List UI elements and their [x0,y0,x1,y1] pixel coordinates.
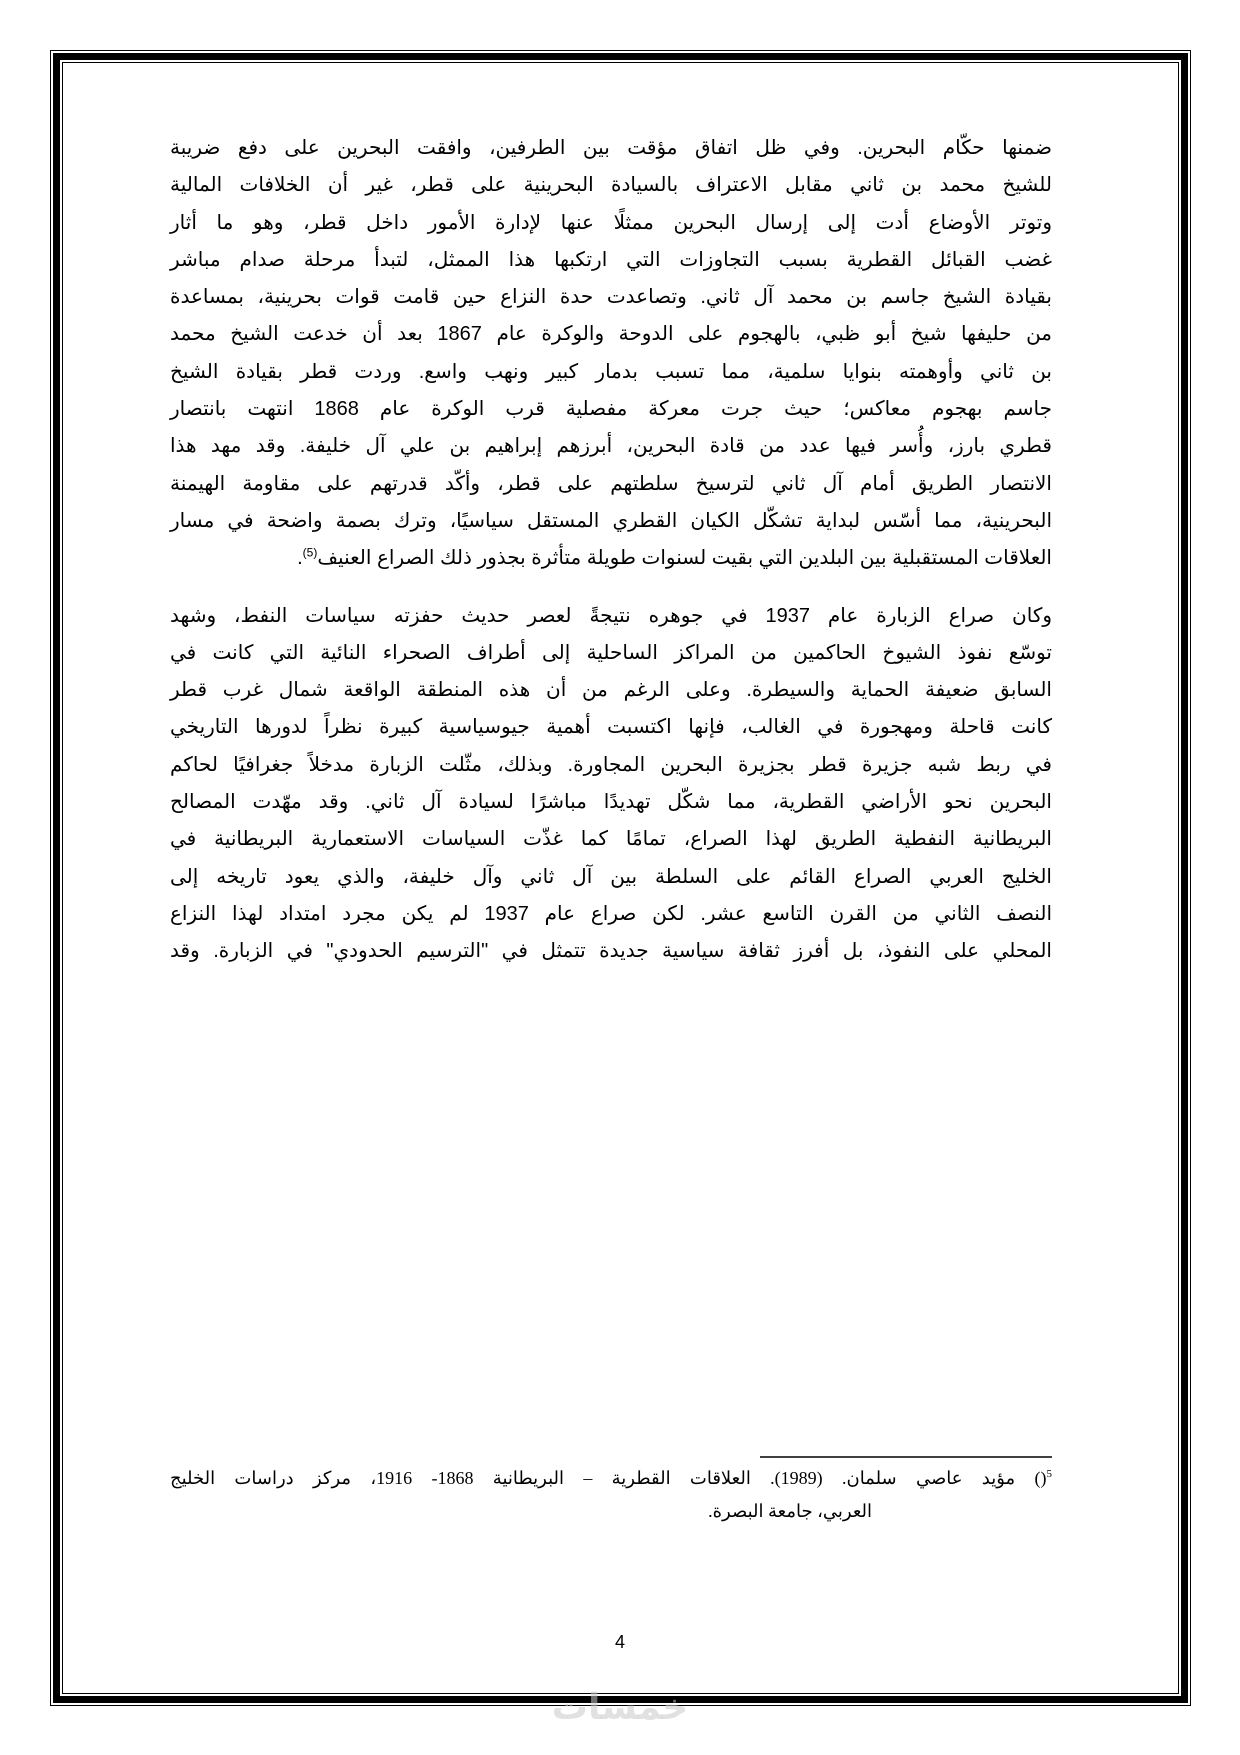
text-line: للشيخ محمد بن ثاني مقابل الاعتراف بالسيادة البحرينية على قطر، غير أن الخلافات المالية [170,174,1052,197]
text-line: وتوتر الأوضاع أدت إلى إرسال البحرين ممثلًا عنها لإدارة الأمور داخل قطر، وهو ما أثار [170,211,1052,234]
paragraph-2 [170,598,1052,971]
text-line: في ربط شبه جزيرة قطر بجزيرة البحرين المجاورة. وبذلك، مثّلت الزبارة مدخلاً جغرافيًا لحاكم [170,753,1052,776]
text-line-content: العلاقات المستقبلية بين البلدين التي بقيت لسنوات طويلة متأثرة بجذور ذلك الصراع العنيف [317,547,1052,570]
text-line: كانت قاحلة ومهجورة في الغالب، فإنها اكتسبت أهمية جيوسياسية كبيرة نظراً لدورها التاريخي [170,716,1052,739]
text-line: الخليج العربي الصراع القائم على السلطة بين آل ثاني وآل خليفة، والذي يعود تاريخه إلى [170,865,1052,888]
text-line: توسّع نفوذ الشيوخ الحاكمين من المراكز الساحلية إلى أطراف الصحراء النائية التي كانت في [170,641,1052,664]
footnote-marker: () [1034,1468,1047,1488]
footnote-number: 5 [1046,1468,1053,1480]
footnote [170,1462,1052,1528]
paragraph-spacer [170,578,1052,598]
text-line: جاسم بهجوم معاكس؛ حيث جرت معركة مفصلية قرب الوكرة عام 1868 انتهت بانتصار [170,398,1052,421]
text-line: المحلي على النفوذ، بل أفرز ثقافة سياسية جديدة تتمثل في "الترسيم الحدودي" في الزبارة. وقد [170,940,1052,963]
text-line: البحرين نحو الأراضي القطرية، مما شكّل تهديدًا مباشرًا لسيادة آل ثاني. وقد مهّدت المصالح [170,791,1052,814]
text-line: وكان صراع الزبارة عام 1937 في جوهره نتيجةً لعصر حديث حفزته سياسات النفط، وشهد [170,604,1053,627]
text-line: البريطانية النفطية الطريق لهذا الصراع، تمامًا كما غذّت السياسات الاستعمارية البريطانية في [170,828,1052,851]
text-line: السابق ضعيفة الحماية والسيطرة. وعلى الرغم من أن هذه المنطقة الواقعة شمال غرب قطر [170,679,1052,702]
text-line: النصف الثاني من القرن التاسع عشر. لكن صراع عام 1937 لم يكن مجرد امتداد لهذا النزاع [170,902,1052,925]
watermark-logo: خمسات [551,1687,689,1728]
footnote-line: العربي، جامعة البصرة. [708,1501,872,1521]
text-line: من حليفها شيخ أبو ظبي، بالهجوم على الدوحة والوكرة عام 1867 بعد أن خدعت الشيخ محمد [170,323,1053,346]
text-line: الانتصار الطريق أمام آل ثاني لترسيخ سلطتهم على قطر، وأكّد قدرتهم على مقاومة الهيمنة [170,472,1052,495]
text-line: البحرينية، مما أسّس لبداية تشكّل الكيان القطري المستقل سياسيًا، وترك بصمة واضحة في مسار [170,509,1052,532]
text-line: بن ثاني وأوهمته بنوايا سلمية، مما تسبب بدمار كبير ونهب واسع. وردت قطر بقيادة الشيخ [170,360,1052,383]
text-line-last [170,540,1052,577]
footnote-text: مؤيد عاصي سلمان. (1989). العلاقات القطرية – البريطانية 1868- 1916، مركز دراسات الخليج [170,1468,1016,1488]
paragraph-1 [170,130,1052,578]
text-line: قطري بارز، وأُسر فيها عدد من قادة البحرين، أبرزهم إبراهيم بن علي آل خليفة. وقد مهد هذا [170,435,1052,458]
text-line: ضمنها حكّام البحرين. وفي ظل اتفاق مؤقت بين الطرفين، وافقت البحرين على دفع ضريبة [170,137,1052,159]
footnote-line [170,1462,1052,1495]
body-text [170,130,1052,971]
text-line: بقيادة الشيخ جاسم بن محمد آل ثاني. وتصاعدت حدة النزاع حين قامت قوات بحرينية، بمساعدة [170,286,1052,309]
footnote-reference[interactable]: (5) [302,545,318,560]
footnote-separator [760,1456,1052,1458]
end-punctuation: . [297,547,303,570]
text-line: غضب القبائل القطرية بسبب التجاوزات التي ارتكبها هذا الممثل، لتبدأ مرحلة صدام مباشر [170,248,1052,271]
page-number: 4 [614,1632,625,1652]
